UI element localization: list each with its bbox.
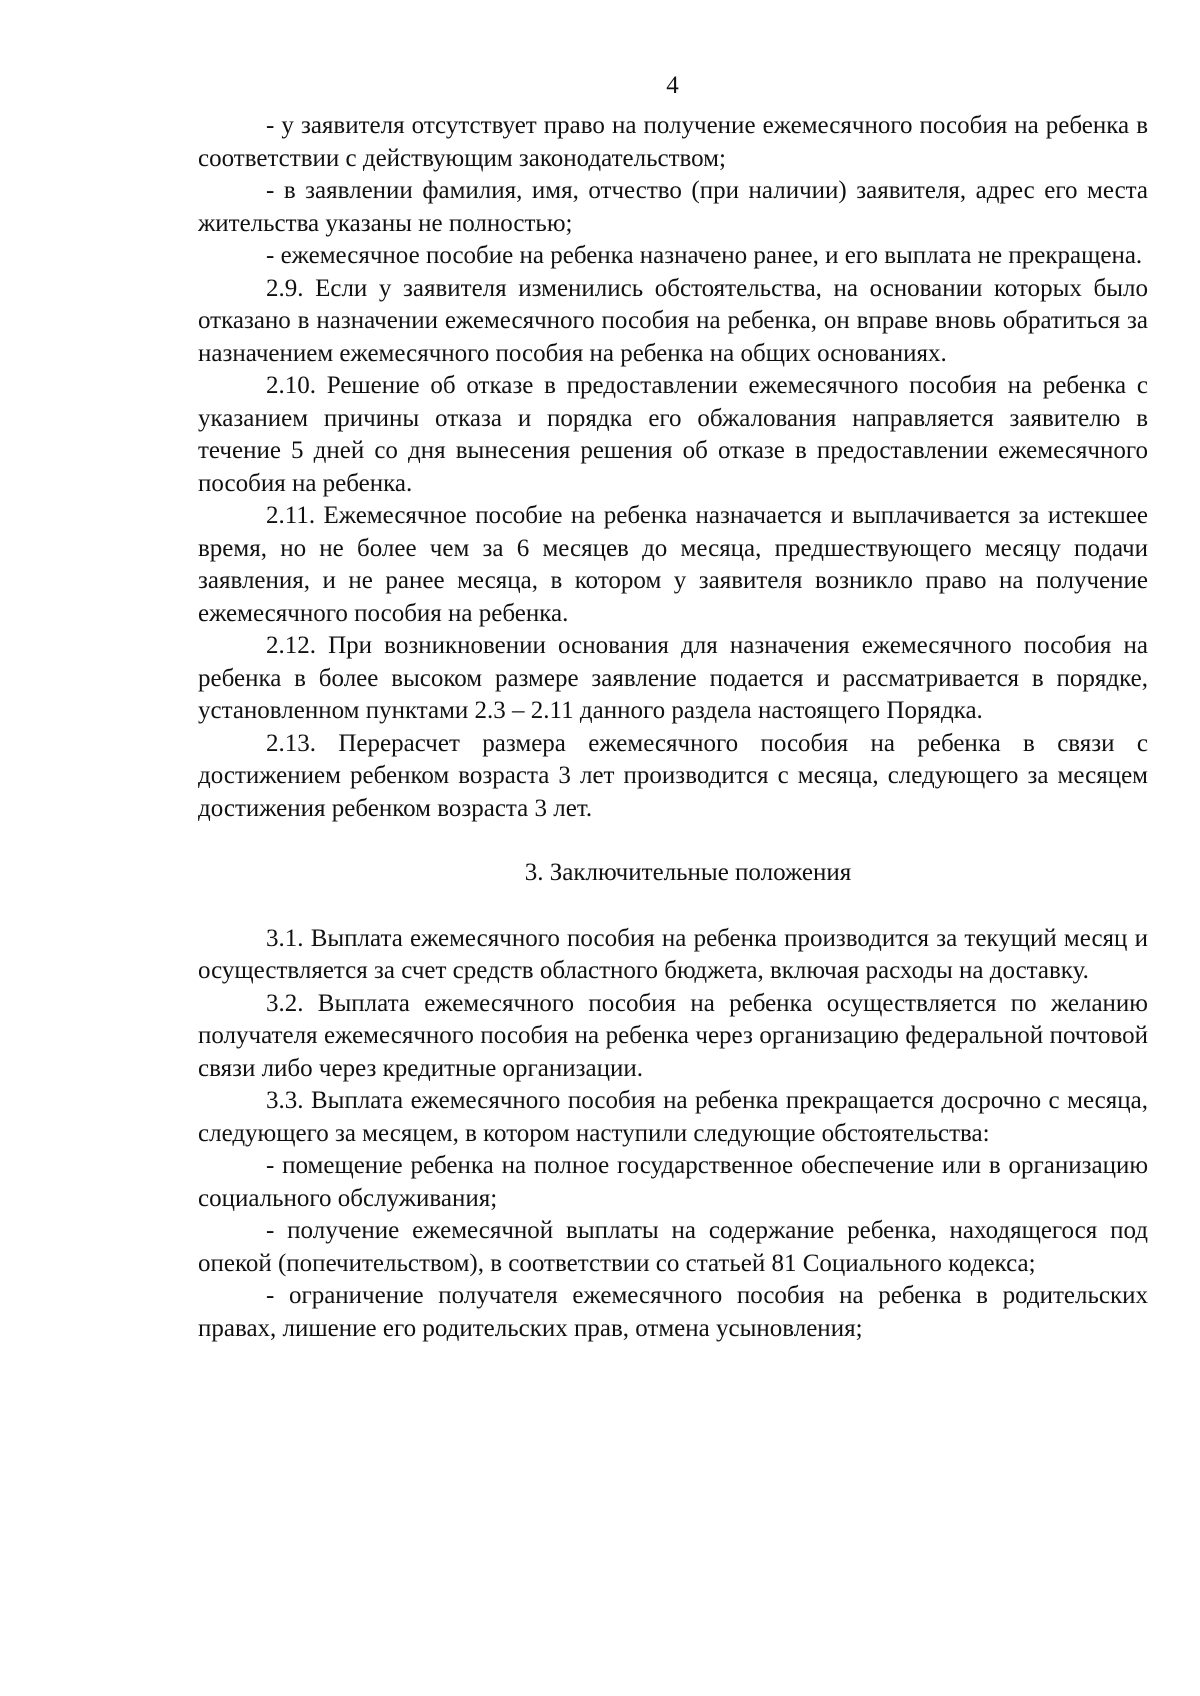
paragraph-2-9: 2.9. Если у заявителя изменились обстоятельства, на основании которых было отказано в назначении ежемесячного пособия на ребенка, он вправе вновь обратиться за назначением ежемесячного пособия на ребенка на общих основаниях. <box>198 274 1148 367</box>
paragraph-2-13: 2.13. Перерасчет размера ежемесячного пособия на ребенка в связи с достижением ребенком возраста 3 лет производится с месяца, следующего за месяцем достижения ребенком возраста 3 лет. <box>198 729 1148 822</box>
paragraph-state-support: - помещение ребенка на полное государственное обеспечение или в организацию социального обслуживания; <box>198 1152 1148 1212</box>
paragraph-guardianship-payment: - получение ежемесячной выплаты на содержание ребенка, находящегося под опекой (попечительством), в соответствии со статьей 81 Социального кодекса; <box>198 1217 1148 1277</box>
paragraph-2-11: 2.11. Ежемесячное пособие на ребенка назначается и выплачивается за истекшее время, но не более чем за 6 месяцев до месяца, предшествующего месяцу подачи заявления, и не ранее месяца, в котором у заявителя возникло право на получение ежемесячного пособия на ребенка. <box>198 502 1148 627</box>
paragraph-3-3: 3.3. Выплата ежемесячного пособия на ребенка прекращается досрочно с месяца, следующего за месяцем, в котором наступили следующие обстоятельства: <box>198 1087 1148 1147</box>
paragraph-incomplete-data: - в заявлении фамилия, имя, отчество (при наличии) заявителя, адрес его места жительства указаны не полностью; <box>198 177 1148 237</box>
document-body <box>198 110 1148 1345</box>
paragraph-applicant-no-right: - у заявителя отсутствует право на получение ежемесячного пособия на ребенка в соответствии с действующим законодательством; <box>198 112 1148 172</box>
paragraph-2-10: 2.10. Решение об отказе в предоставлении ежемесячного пособия на ребенка с указанием причины отказа и порядка его обжалования направляется заявителю в течение 5 дней со дня вынесения решения об отказе в предоставлении ежемесячного пособия на ребенка. <box>198 372 1148 497</box>
paragraph-parental-rights: - ограничение получателя ежемесячного пособия на ребенка в родительских правах, лишение его родительских прав, отмена усыновления; <box>198 1282 1148 1342</box>
page-number: 4 <box>666 72 679 99</box>
paragraph-3-2: 3.2. Выплата ежемесячного пособия на ребенка осуществляется по желанию получателя ежемесячного пособия на ребенка через организацию федеральной почтовой связи либо через кредитные организации. <box>198 989 1148 1082</box>
paragraph-2-12: 2.12. При возникновении основания для назначения ежемесячного пособия на ребенка в более высоком размере заявление подается и рассматривается в порядке, установленном пунктами 2.3 – 2.11 данного раздела настоящего Порядка. <box>198 632 1148 724</box>
paragraph-already-assigned: - ежемесячное пособие на ребенка назначено ранее, и его выплата не прекращена. <box>266 242 1143 269</box>
paragraph-3-1: 3.1. Выплата ежемесячного пособия на ребенка производится за текущий месяц и осуществляется за счет средств областного бюджета, включая расходы на доставку. <box>198 924 1148 984</box>
section-heading-final-provisions: 3. Заключительные положения <box>524 859 852 886</box>
